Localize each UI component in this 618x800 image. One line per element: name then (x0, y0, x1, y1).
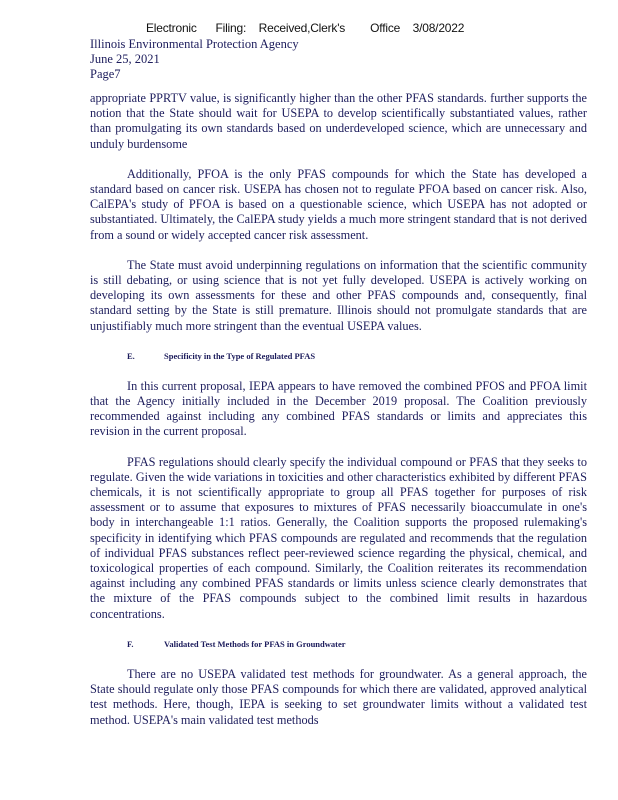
letter-date: June 25, 2021 (90, 52, 160, 66)
paragraph-5: PFAS regulations should clearly specify the individual compound or PFAS that they seeks to regulate. Given the wide variations in toxicities and other characteristics exhibited by different PFAS chemicals, it is not scientifically appropriate to group all PFAS together for purposes of risk assessment or to assume that exposures to mixtures of PFAS necessarily bioaccumulate in one's body in interchangeable 1:1 ratios. Generally, the Coalition supports the proposed rulemaking's specificity in identifying which PFAS compounds are regulated and recommends that the regulation of individual PFAS substances reflect peer-reviewed science regarding the physical, chemical, and toxicological properties of each compound. Similarly, the Coalition reiterates its recommendation against including any combined PFAS standards or limits unless science clearly demonstrates that the mixture of the PFAS compounds subject to the combined limit results in hazardous concentrations. (90, 454, 587, 621)
document-body (90, 91, 587, 728)
section-number: F. (127, 638, 134, 649)
page-number: Page7 (90, 67, 121, 81)
paragraph-1: appropriate PPRTV value, is significantly higher than the other PFAS standards. further supports the notion that the State should wait for USEPA to develop scientifically substantiated values, rather than promulgating its own standards based on underdeveloped science, which are unnecessary and unduly burdensome (90, 91, 587, 151)
section-number: E. (127, 350, 135, 361)
section-heading-f (90, 637, 587, 652)
paragraph-3: The State must avoid underpinning regulations on information that the scientific community is still debating, or using science that is not yet fully developed. USEPA is actively working on developing its own assessments for these and other PFAS compounds and, consequently, final standard setting by the State is still premature. Illinois should not promulgate standards that are unjustifiably much more stringent than the eventual USEPA values. (90, 257, 587, 333)
paragraph-4: In this current proposal, IEPA appears to have removed the combined PFOS and PFOA limit that the Agency initially included in the December 2019 proposal. The Coalition previously recommended against including any combined PFAS standards or limits and appreciates this revision in the current proposal. (90, 378, 587, 439)
section-title: Specificity in the Type of Regulated PFAS (164, 350, 316, 361)
electronic-filing-stamp: Electronic Filing: Received,Clerk's Office 3/08/2022 (146, 21, 465, 35)
section-heading-e (90, 349, 587, 364)
paragraph-6: There are no USEPA validated test methods for groundwater. As a general approach, the State should regulate only those PFAS compounds for which there are validated, approved analytical test methods. Here, though, IEPA is seeking to set groundwater limits without a validated test method. USEPA's main validated test methods (90, 666, 587, 727)
letter-header (90, 37, 520, 82)
paragraph-2: Additionally, PFOA is the only PFAS compounds for which the State has developed a standard based on cancer risk. USEPA has chosen not to regulate PFOA based on cancer risk. Also, CalEPA's study of PFOA is based on a questionable science, which USEPA has not adopted or substantiated. Ultimately, the CalEPA study yields a much more stringent standard that is not derived from a sound or widely accepted cancer risk assessment. (90, 166, 587, 242)
agency-name: Illinois Environmental Protection Agency (90, 37, 299, 51)
section-title: Validated Test Methods for PFAS in Groundwater (164, 638, 346, 649)
